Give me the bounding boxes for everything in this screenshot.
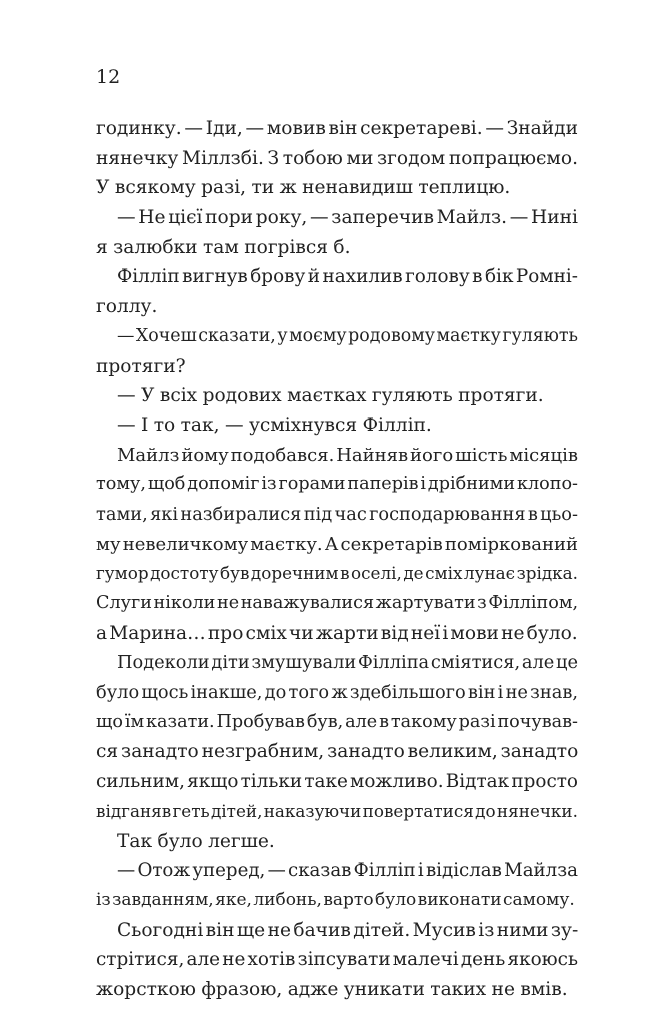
text-line: — І то так, — усміхнувся Філліп. bbox=[117, 414, 432, 436]
text-line: У всякому разі, ти ж ненавидиш теплицю. bbox=[96, 177, 511, 199]
text-line: жорсткою фразою, адже уникати таких не вмів. bbox=[96, 978, 568, 1000]
text-line: нянечку Міллзбі. З тобою ми згодом попрацюємо. bbox=[96, 147, 578, 169]
page-number: 12 bbox=[96, 66, 121, 88]
text-line: із завданням, яке, либонь, варто було виконати самому. bbox=[96, 889, 575, 910]
text-line: голлу. bbox=[96, 296, 158, 318]
text-line: Слуги ніколи не наважувалися жартувати з Філліпом, bbox=[96, 593, 579, 613]
text-line: Майлз йому подобався. Найняв його шість місяців bbox=[117, 444, 578, 466]
text-line: му невеличкому маєтку. А секретарів поміркований bbox=[96, 533, 578, 555]
text-line: що їм казати. Пробував був, але в такому разі почував- bbox=[96, 711, 578, 732]
text-line: — Не цієї пори року, — заперечив Майлз. — Нині bbox=[117, 207, 578, 229]
text-line: годинку. — Іди, — мовив він секретареві. — Знайди bbox=[96, 118, 578, 139]
text-line: — У всіх родових маєтках гуляють протяги. bbox=[117, 385, 544, 407]
text-line: ся занадто незграбним, занадто великим, занадто bbox=[96, 741, 579, 763]
text-line: тому, щоб допоміг із горами паперів і дрібними клопо- bbox=[96, 474, 578, 495]
text-line: Сьогодні він ще не бачив дітей. Мусив із ними зу- bbox=[117, 919, 579, 941]
text-line: стрітися, але не хотів зіпсувати малечі день якоюсь bbox=[96, 949, 578, 971]
text-line: сильним, якщо тільки таке можливо. Відтак просто bbox=[96, 771, 578, 793]
body-text bbox=[96, 114, 578, 1005]
text-line: гумор достоту був доречним в оселі, де сміх лунає зрідка. bbox=[96, 563, 578, 584]
text-line: протяги? bbox=[96, 355, 186, 377]
text-line: тами, які назбиралися під час господарювання в цьо- bbox=[96, 503, 578, 525]
text-line: — Отож уперед, — сказав Філліп і відіслав Майлза bbox=[117, 860, 578, 882]
text-line: Філліп вигнув брову й нахилив голову в бік Ромні- bbox=[117, 266, 578, 288]
text-line: — Хочеш сказати, у моєму родовому маєтку гуляють bbox=[117, 325, 578, 346]
text-line: Подеколи діти змушували Філліпа сміятися, але це bbox=[117, 652, 578, 674]
text-line: відганяв геть дітей, наказуючи повертатися до нянечки. bbox=[96, 800, 578, 821]
text-line: я залюбки там погрівся б. bbox=[96, 236, 351, 258]
text-line: а Марина… про сміх чи жарти від неї і мови не було. bbox=[96, 622, 578, 644]
text-line: було щось інакше, до того ж здебільшого він і не знав, bbox=[96, 682, 578, 704]
text-line: Так було легше. bbox=[117, 830, 275, 852]
